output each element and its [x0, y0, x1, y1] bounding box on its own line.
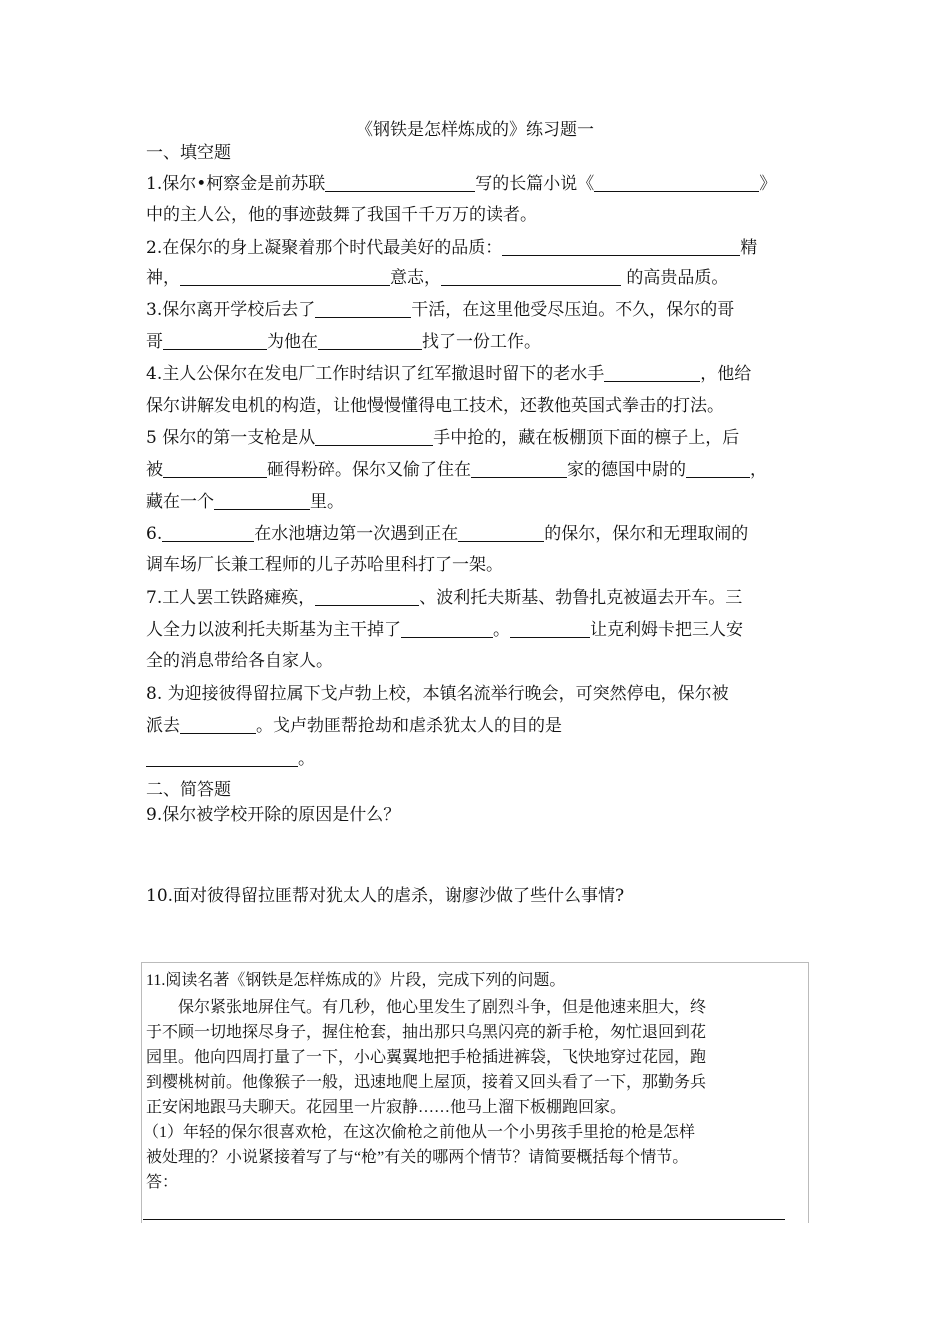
passage-line: 正安闲地跟马夫聊天。花园里一片寂静……他马上溜下板棚跑回家。	[146, 1099, 627, 1116]
question-9: 9.保尔被学校开除的原因是什么？	[146, 805, 401, 825]
answer-label: 答：	[146, 1174, 179, 1191]
answer-blank[interactable]	[315, 428, 433, 446]
answer-blank[interactable]	[318, 332, 422, 350]
question-1-line-1: 1.保尔•柯察金是前苏联 写的长篇小说《 》	[146, 174, 777, 194]
question-11-heading: 11.阅读名著《钢铁是怎样炼成的》片段，完成下列的问题。	[146, 972, 566, 989]
answer-blank[interactable]	[471, 460, 567, 478]
question-8-line-3: 。	[146, 747, 315, 771]
question-4-line-1: 4.主人公保尔在发电厂工作时结识了红军撤退时留下的老水手 ，他给	[146, 364, 752, 384]
page-title: 《钢铁是怎样炼成的》练习题一	[356, 120, 594, 140]
question-3-line-2: 哥 为他在 找了一份工作。	[146, 332, 541, 352]
answer-blank[interactable]	[315, 588, 419, 606]
question-4-line-2: 保尔讲解发电机的构造，让他慢慢懂得电工技术，还教他英国式拳击的打法。	[146, 396, 724, 416]
answer-blank[interactable]	[180, 716, 256, 734]
section-heading-short-answer: 二、简答题	[146, 780, 231, 800]
answer-blank[interactable]	[502, 238, 740, 256]
question-7-line-3: 全的消息带给各自家人。	[146, 651, 333, 671]
answer-blank[interactable]	[163, 460, 267, 478]
passage-line: 到樱桃树前。他像猴子一般，迅速地爬上屋顶，接着又回头看了一下，那勤务兵	[146, 1074, 707, 1091]
answer-blank[interactable]	[180, 268, 390, 286]
answer-blank[interactable]	[594, 174, 759, 192]
answer-blank[interactable]	[146, 749, 298, 767]
passage-line: 园里。他向四周打量了一下，小心翼翼地把手枪插进裤袋，飞快地穿过花园，跑	[146, 1049, 707, 1066]
sub-question-1-cont: 被处理的？小说紧接着写了与“枪”有关的哪两个情节？请简要概括每个情节。	[146, 1149, 689, 1166]
answer-blank[interactable]	[458, 524, 544, 542]
question-5-line-1: 5 保尔的第一支枪是从 手中抢的，藏在板棚顶下面的檩子上，后	[146, 428, 740, 448]
answer-blank[interactable]	[162, 524, 254, 542]
question-8-line-1: 8. 为迎接彼得留拉属下戈卢勃上校，本镇名流举行晚会，可突然停电，保尔被	[146, 684, 729, 704]
question-5-line-3: 藏在一个 里。	[146, 492, 344, 512]
answer-blank[interactable]	[604, 364, 700, 382]
question-8-line-2: 派去 。戈卢勃匪帮抢劫和虐杀犹太人的目的是	[146, 716, 562, 736]
passage-line: 于不顾一切地探尽身子，握住枪套，抽出那只乌黑闪亮的新手枪，匆忙退回到花	[146, 1024, 707, 1041]
answer-line[interactable]	[143, 1219, 785, 1220]
question-7-line-2: 人全力以波利托夫斯基为主干掉了 。 让克利姆卡把三人安	[146, 620, 743, 640]
question-2-line-1: 2.在保尔的身上凝聚着那个时代最美好的品质： 精	[146, 238, 758, 258]
question-10: 10.面对彼得留拉匪帮对犹太人的虐杀，谢廖沙做了些什么事情?	[146, 886, 625, 906]
answer-blank[interactable]	[510, 620, 590, 638]
answer-blank[interactable]	[315, 300, 411, 318]
answer-blank[interactable]	[686, 460, 750, 478]
sub-question-1: （1）年轻的保尔很喜欢枪，在这次偷枪之前他从一个小男孩手里抢的枪是怎样	[143, 1124, 696, 1141]
question-7-line-1: 7.工人罢工铁路瘫痪， 、波利托夫斯基、勃鲁扎克被逼去开车。三	[146, 588, 743, 608]
passage-line: 保尔紧张地屏住气。有几秒，他心里发生了剧烈斗争，但是他速来胆大，终	[178, 999, 707, 1016]
answer-blank[interactable]	[214, 492, 310, 510]
question-6-line-2: 调车场厂长兼工程师的儿子苏哈里科打了一架。	[146, 555, 503, 575]
section-heading-fill: 一、填空题	[146, 143, 231, 163]
answer-blank[interactable]	[163, 332, 267, 350]
answer-blank[interactable]	[325, 174, 475, 192]
question-6-line-1: 6. 在水池塘边第一次遇到正在 的保尔，保尔和无理取闹的	[146, 524, 749, 544]
answer-blank[interactable]	[401, 620, 493, 638]
question-5-line-2: 被 砸得粉碎。保尔又偷了住在 家的德国中尉的 ，	[146, 460, 767, 480]
question-2-line-2: 神， 意志， 的高贵品质。	[146, 268, 729, 288]
question-1-line-2: 中的主人公，他的事迹鼓舞了我国千千万万的读者。	[146, 205, 537, 225]
answer-blank[interactable]	[441, 268, 621, 286]
question-3-line-1: 3.保尔离开学校后去了 干活，在这里他受尽压迫。不久，保尔的哥	[146, 300, 735, 320]
